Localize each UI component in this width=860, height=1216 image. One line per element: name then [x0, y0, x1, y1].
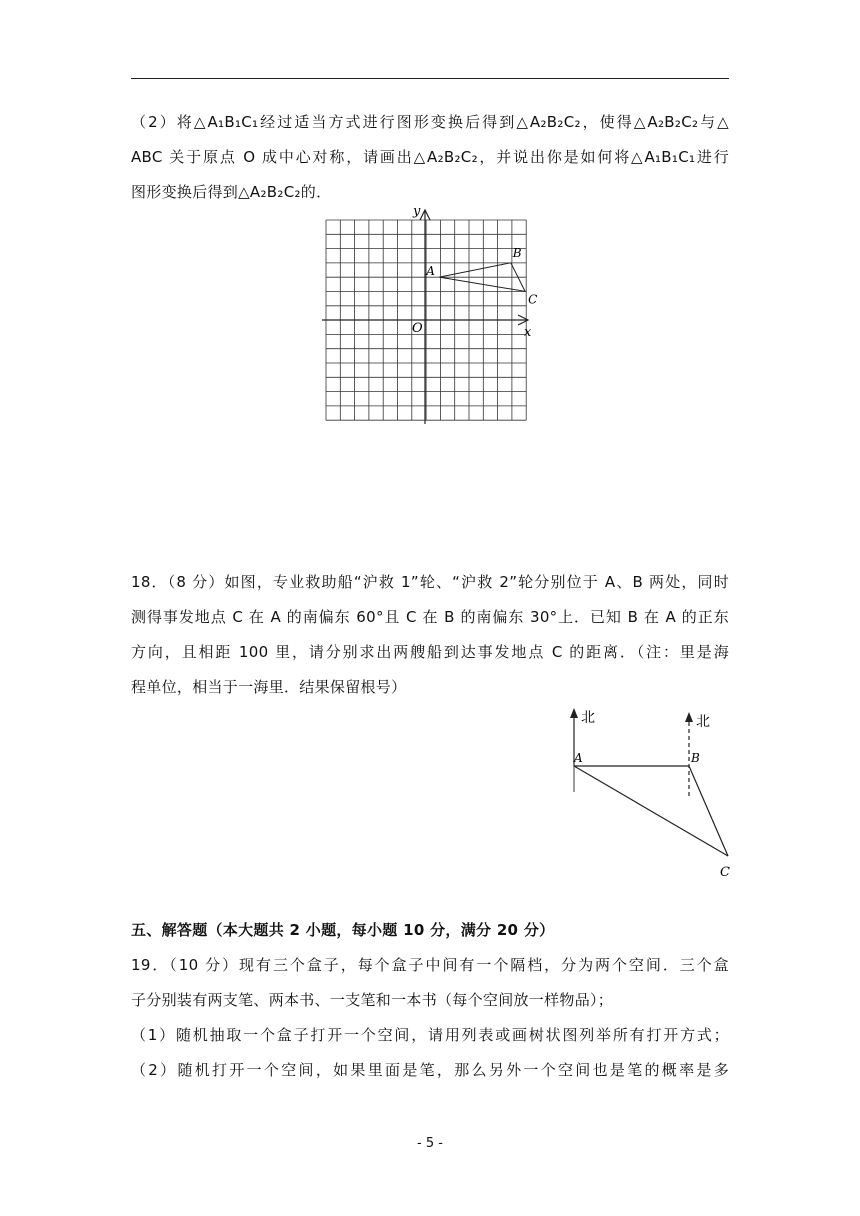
coordinate-grid-figure	[318, 202, 542, 428]
header-rule	[131, 78, 729, 79]
text-line: 方向，且相距 100 里，请分别求出两艘船到达事发地点 C 的距离．（注：里是海	[131, 643, 729, 661]
point-label-b: B	[512, 245, 522, 260]
navigation-figure	[560, 700, 740, 886]
text-line: 测得事发地点 C 在 A 的南偏东 60°且 C 在 B 的南偏东 30°上．已知 B 在 A 的正东	[131, 608, 729, 626]
section-heading	[131, 913, 729, 948]
point-label-a: A	[426, 264, 435, 279]
q17-part2-text	[131, 105, 729, 210]
point-label-b: B	[691, 751, 700, 765]
x-axis-label: x	[524, 325, 532, 340]
text-line: （2）随机打开一个空间，如果里面是笔，那么另外一个空间也是笔的概率是多	[131, 1061, 729, 1079]
page-number: - 5 -	[417, 1136, 443, 1151]
text-line: （2）将△A₁B₁C₁经过适当方式进行图形变换后得到△A₂B₂C₂，使得△A₂B₂C₂与△	[131, 113, 729, 131]
text-line: 18．（8 分）如图，专业救助船“沪救 1”轮、“沪救 2”轮分别位于 A、B 两处，同时	[131, 573, 729, 591]
point-label-c: C	[528, 292, 538, 307]
text-line: 图形变换后得到△A₂B₂C₂的．	[131, 183, 332, 201]
q19-text	[131, 948, 729, 1088]
q18-text	[131, 565, 729, 705]
point-label-a: A	[574, 751, 583, 765]
point-label-c: C	[720, 865, 730, 880]
segment-ac	[574, 766, 728, 856]
text-line: ABC 关于原点 O 成中心对称，请画出△A₂B₂C₂，并说出你是如何将△A₁B₁C₁进行	[131, 148, 729, 166]
section-heading-text: 五、解答题（本大题共 2 小题，每小题 10 分，满分 20 分）	[131, 921, 555, 939]
text-line: （1）随机抽取一个盒子打开一个空间，请用列表或画树状图列举所有打开方式；	[131, 1026, 729, 1044]
origin-label: O	[412, 321, 423, 336]
text-line: 19．（10 分）现有三个盒子，每个盒子中间有一个隔档，分为两个空间．三个盒	[131, 956, 729, 974]
text-line: 程单位，相当于一海里．结果保留根号）	[131, 678, 407, 696]
text-line: 子分别装有两支笔、两本书、一支笔和一本书（每个空间放一样物品）；	[131, 991, 614, 1009]
y-axis-label: y	[413, 204, 421, 219]
north-label-a: 北	[581, 710, 595, 726]
north-label-b: 北	[696, 714, 710, 730]
segment-bc	[689, 766, 728, 856]
